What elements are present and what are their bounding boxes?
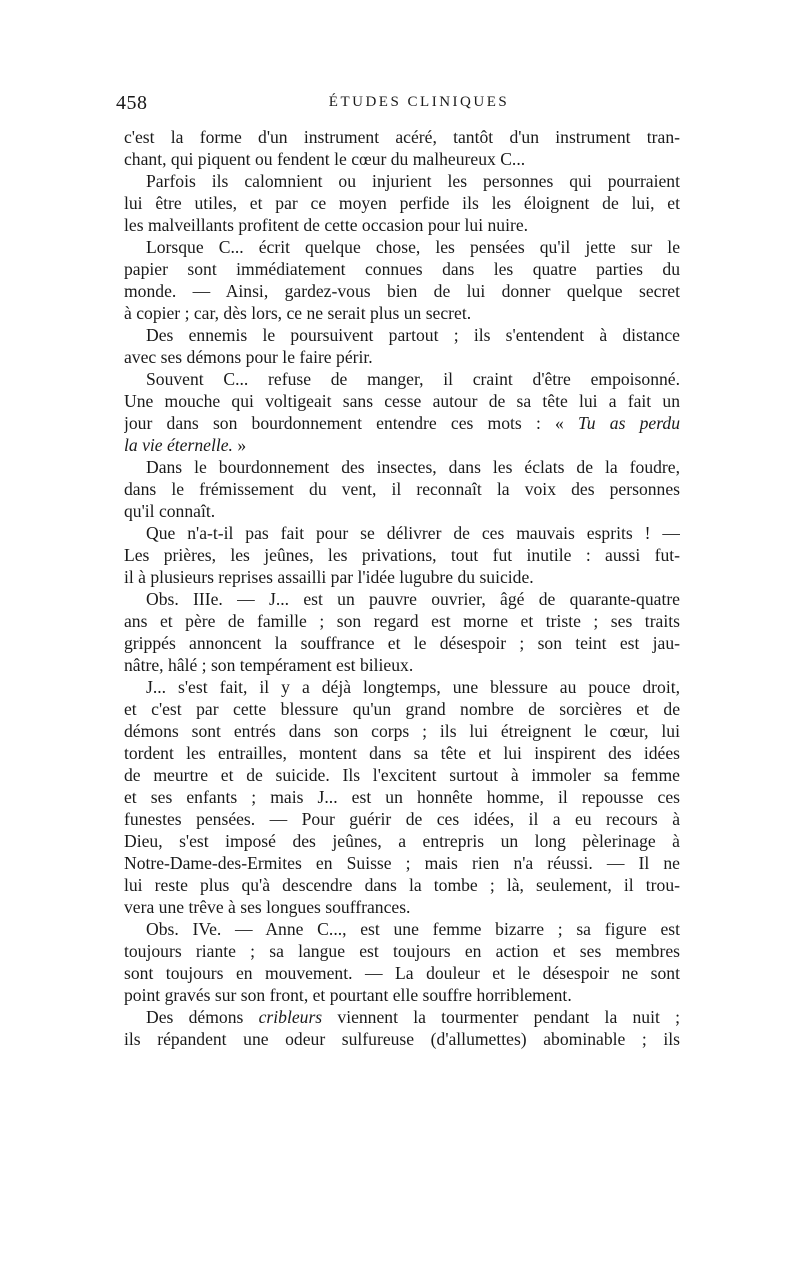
text-line: vera une trêve à ses longues souffrances. <box>124 897 411 917</box>
text-line: Parfois ils calomnient ou injurient les personnes qui pourraient <box>146 171 680 191</box>
text-line: Lorsque C... écrit quelque chose, les pensées qu'il jette sur le <box>146 237 680 257</box>
text-line: et c'est par cette blessure qu'un grand nombre de sorcières et de <box>124 699 680 719</box>
text-line: il à plusieurs reprises assailli par l'idée lugubre du suicide. <box>124 567 534 587</box>
text-line: et ses enfants ; mais J... est un honnête homme, il repousse ces <box>124 787 680 807</box>
text-line: lui reste plus qu'à descendre dans la tombe ; là, seulement, il trou- <box>124 875 680 895</box>
text-line: Les prières, les jeûnes, les privations, tout fut inutile : aussi fut- <box>124 545 680 565</box>
text-line: la vie éternelle. » <box>124 435 247 455</box>
text-line: Dieu, s'est imposé des jeûnes, a entrepris un long pèlerinage à <box>124 831 680 851</box>
running-head <box>116 92 682 118</box>
text-line: Une mouche qui voltigeait sans cesse autour de sa tête lui a fait un <box>124 391 680 411</box>
running-title: ÉTUDES CLINIQUES <box>328 94 510 110</box>
text-line: avec ses démons pour le faire périr. <box>124 347 373 367</box>
text-line: ans et père de famille ; son regard est morne et triste ; ses traits <box>124 611 680 631</box>
text-line: grippés annoncent la souffrance et le désespoir ; son teint est jau- <box>124 633 680 653</box>
text-line: lui être utiles, et par ce moyen perfide ils les éloignent de lui, et <box>124 193 680 213</box>
text-line: papier sont immédiatement connues dans les quatre parties du <box>124 259 680 279</box>
text-line: toujours riante ; sa langue est toujours en action et ses membres <box>124 941 680 961</box>
text-line: démons sont entrés dans son corps ; ils lui étreignent le cœur, lui <box>124 721 680 741</box>
text-line: Obs. IIIe. — J... est un pauvre ouvrier, âgé de quarante-quatre <box>146 589 680 609</box>
text-line: point gravés sur son front, et pourtant elle souffre horriblement. <box>124 985 572 1005</box>
text-line: qu'il connaît. <box>124 501 216 521</box>
text-line: Obs. IVe. — Anne C..., est une femme bizarre ; sa figure est <box>146 919 680 939</box>
text-line: de meurtre et de suicide. Ils l'excitent surtout à immoler sa femme <box>124 765 680 785</box>
text-line: dans le frémissement du vent, il reconnaît la voix des personnes <box>124 479 680 499</box>
text-line: jour dans son bourdonnement entendre ces mots : « Tu as perdu <box>124 413 680 433</box>
text-line: Des ennemis le poursuivent partout ; ils s'entendent à distance <box>146 325 680 345</box>
text-line: monde. — Ainsi, gardez-vous bien de lui donner quelque secret <box>124 281 680 301</box>
text-line: nâtre, hâlé ; son tempérament est bilieux. <box>124 655 414 675</box>
text-line: Que n'a-t-il pas fait pour se délivrer de ces mauvais esprits ! — <box>146 523 680 543</box>
text-line: Des démons cribleurs viennent la tourmenter pendant la nuit ; <box>146 1007 680 1027</box>
text-line: c'est la forme d'un instrument acéré, tantôt d'un instrument tran- <box>124 127 680 147</box>
text-line: chant, qui piquent ou fendent le cœur du malheureux C... <box>124 149 526 169</box>
text-line: J... s'est fait, il y a déjà longtemps, une blessure au pouce droit, <box>146 677 680 697</box>
text-line: Dans le bourdonnement des insectes, dans les éclats de la foudre, <box>146 457 680 477</box>
text-line: sont toujours en mouvement. — La douleur et le désespoir ne sont <box>124 963 680 983</box>
text-line: à copier ; car, dès lors, ce ne serait plus un secret. <box>124 303 472 323</box>
text-line: ils répandent une odeur sulfureuse (d'allumettes) abominable ; ils <box>124 1029 680 1049</box>
text-line: Souvent C... refuse de manger, il craint d'être empoisonné. <box>146 369 680 389</box>
text-line: tordent les entrailles, montent dans sa tête et lui inspirent des idées <box>124 743 680 763</box>
text-line: funestes pensées. — Pour guérir de ces idées, il a eu recours à <box>124 809 680 829</box>
text-line: Notre-Dame-des-Ermites en Suisse ; mais rien n'a réussi. — Il ne <box>124 853 680 873</box>
text-line: les malveillants profitent de cette occasion pour lui nuire. <box>124 215 529 235</box>
page-number: 458 <box>116 92 148 114</box>
body-text <box>124 126 680 1050</box>
